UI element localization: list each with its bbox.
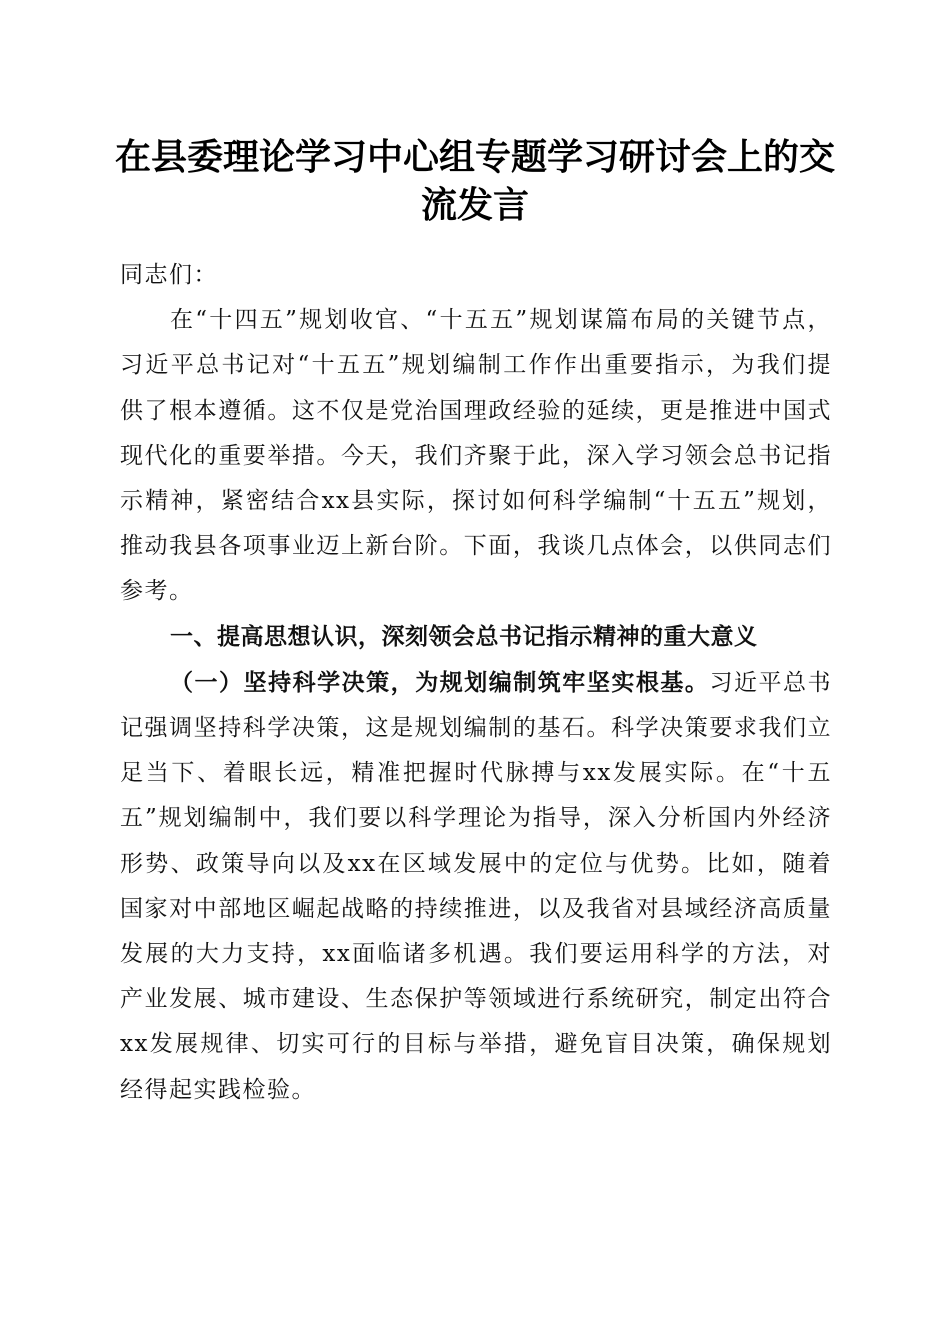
document-body xyxy=(120,253,832,1113)
document-title: 在县委理论学习中心组专题学习研讨会上的交流发言 xyxy=(114,137,835,226)
subsection-body: 习近平总书记强调坚持科学决策，这是规划编制的基石。科学决策要求我们立足当下、着眼长远，精准把握时代脉搏与xx发展实际。在“十五五”规划编制中，我们要以科学理论为指导，深入分析国内外经济形势、政策导向以及xx在区域发展中的定位与优势。比如，随着国家对中部地区崛起战略的持续推进，以及我省对县域经济高质量发展的大力支持，xx面临诸多机遇。我们要运用科学的方法，对产业发展、城市建设、生态保护等领域进行系统研究，制定出符合xx发展规律、切实可行的目标与举措，避免盲目决策，确保规划经得起实践检验。 xyxy=(120,669,833,1103)
section-heading: 一、提高思想认识，深刻领会总书记指示精神的重大意义 xyxy=(170,623,758,650)
salutation: 同志们： xyxy=(120,262,218,288)
subsection-lead: （一）坚持科学决策，为规划编制筑牢坚实根基。 xyxy=(170,668,710,696)
intro-paragraph: 在“十四五”规划收官、“十五五”规划谋篇布局的关键节点，习近平总书记对“十五五”规划编制工作作出重要指示，为我们提供了根本遵循。这不仅是党治国理政经验的延续，更是推进中国式现代化的重要举措。今天，我们齐聚于此，深入学习领会总书记指示精神，紧密结合xx县实际，探讨如何科学编制“十五五”规划，推动我县各项事业迈上新台阶。下面，我谈几点体会，以供同志们参考。 xyxy=(120,307,832,605)
subsection-paragraph xyxy=(120,660,832,1113)
